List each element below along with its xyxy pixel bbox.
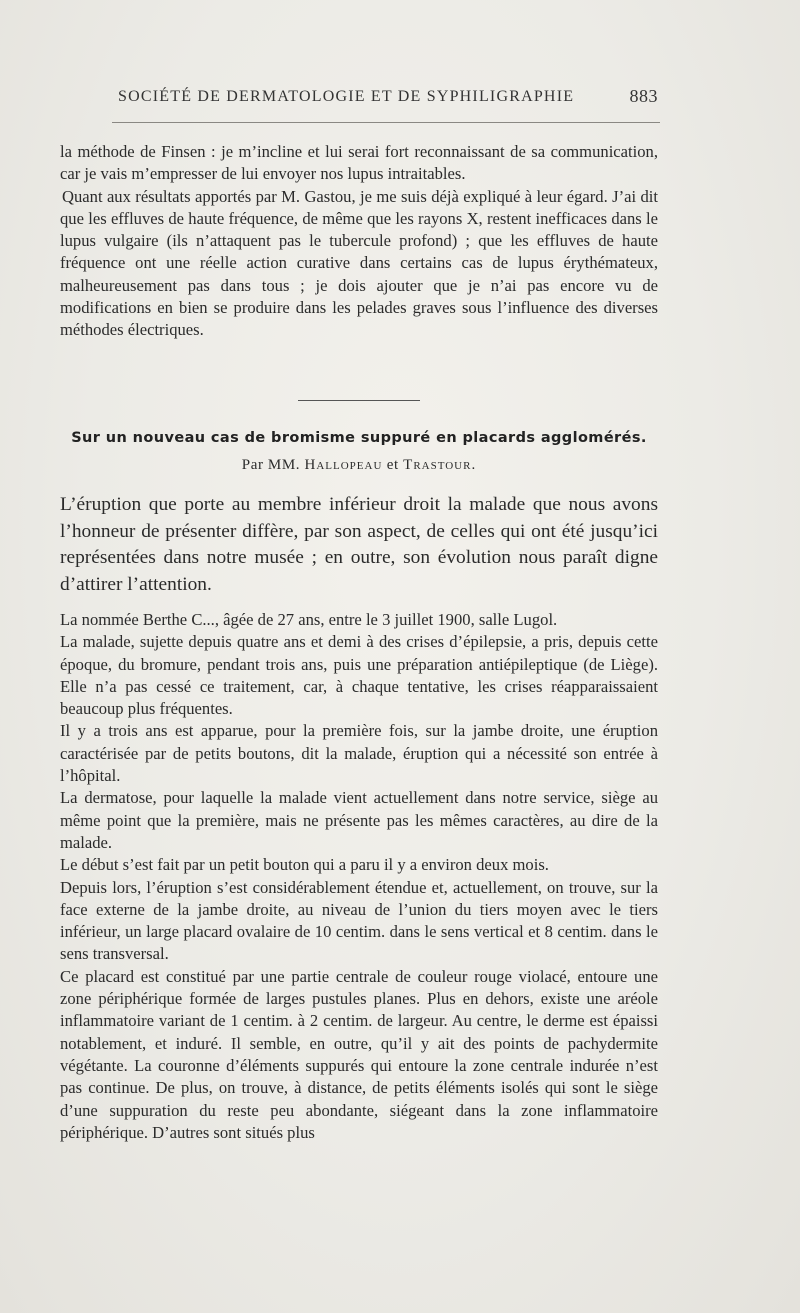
paragraph: la méthode de Finsen : je m’incline et lui serai fort reconnaissant de sa communication, car je vais m’empresser de lui envoyer nos lupus intraitables. (60, 142, 658, 184)
paragraph: La dermatose, pour laquelle la malade vient actuellement dans notre service, siège au même point que la première, mais ne présente pas les mêmes caractères, au dire de la malade. (60, 788, 658, 852)
paragraph: Depuis lors, l’éruption s’est considérablement étendue et, actuellement, on trouve, sur la face externe de la jambe droite, au niveau de l’union du tiers moyen avec le tiers inférieur, un large placard ovalaire de 10 centim. dans le sens vertical et 8 centim. dans le sens transversal. (60, 877, 658, 964)
authors-conjunction: et (386, 457, 399, 473)
author-name: Hallopeau (304, 457, 383, 473)
article-intro (60, 492, 658, 598)
paragraph: Quant aux résultats apportés par M. Gastou, je me suis déjà expliqué à leur égard. J’ai dit que les effluves de haute fréquence, de même que les rayons X, restent inefficaces dans le lupus vulgaire (ils n’attaquent pas le tubercule profond) ; que les effluves de haute fréquence ont une réelle action curative dans certains cas de lupus érythémateux, malheureusement pas dans tous ; je dois ajouter que je n’ai pas encore vu de modifications en bien se produire dans les pelades graves sous l’influence des diverses méthodes électriques. (60, 186, 658, 340)
paragraph: Le début s’est fait par un petit bouton qui a paru il y a environ deux mois. (60, 855, 549, 875)
header-rule (112, 122, 660, 123)
paragraph: Ce placard est constitué par une partie centrale de couleur rouge violacé, entoure une zone périphérique formée de larges pustules planes. Plus en dehors, existe une aréole inflammatoire variant de 1 centim. à 2 centim. de largeur. Au centre, le derme est épaissi notablement, et induré. Il semble, en outre, qu’il y ait des points de pachydermite végétante. La couronne d’éléments suppurés qui entoure la zone centrale indurée n’est pas continue. De plus, on trouve, à distance, de petits éléments isolés qui sont le siège d’une suppuration du reste peu abondante, siégeant dans la zone inflammatoire périphérique. D’autres sont situés plus (60, 966, 658, 1142)
paragraph: La nommée Berthe C..., âgée de 27 ans, entre le 3 juillet 1900, salle Lugol. (60, 610, 558, 629)
section-separator (298, 400, 420, 401)
article-title: Sur un nouveau cas de bromisme suppuré en placards agglomérés. (71, 430, 647, 446)
page-number: 883 (629, 86, 658, 106)
article-body (60, 609, 658, 1144)
previous-article-text (60, 141, 658, 342)
article-authors (60, 457, 658, 474)
intro-paragraph: L’éruption que porte au membre inférieur droit la malade que nous avons l’honneur de présenter diffère, par son aspect, de celles qui ont été jusqu’ici représentées dans notre musée ; en outre, son évolution nous paraît digne d’attirer l’attention. (60, 494, 658, 595)
paragraph: Il y a trois ans est apparue, pour la première fois, sur la jambe droite, une éruption caractérisée par de petits boutons, dit la malade, éruption qui a nécessité son entrée à l’hôpital. (60, 721, 658, 786)
running-header-title: SOCIÉTÉ DE DERMATOLOGIE ET DE SYPHILIGRAPHIE (118, 88, 575, 105)
author-name: Trastour. (403, 457, 477, 473)
running-header (118, 84, 658, 110)
paragraph: La malade, sujette depuis quatre ans et demi à des crises d’épilepsie, a pris, depuis cette époque, du bromure, pendant trois ans, puis une préparation antiépileptique (de Liège). Elle n’a pas cessé ce traitement, car, à chaque tentative, les crises réapparaissaient beaucoup plus fréquentes. (60, 632, 658, 719)
authors-prefix: Par MM. (241, 457, 301, 473)
